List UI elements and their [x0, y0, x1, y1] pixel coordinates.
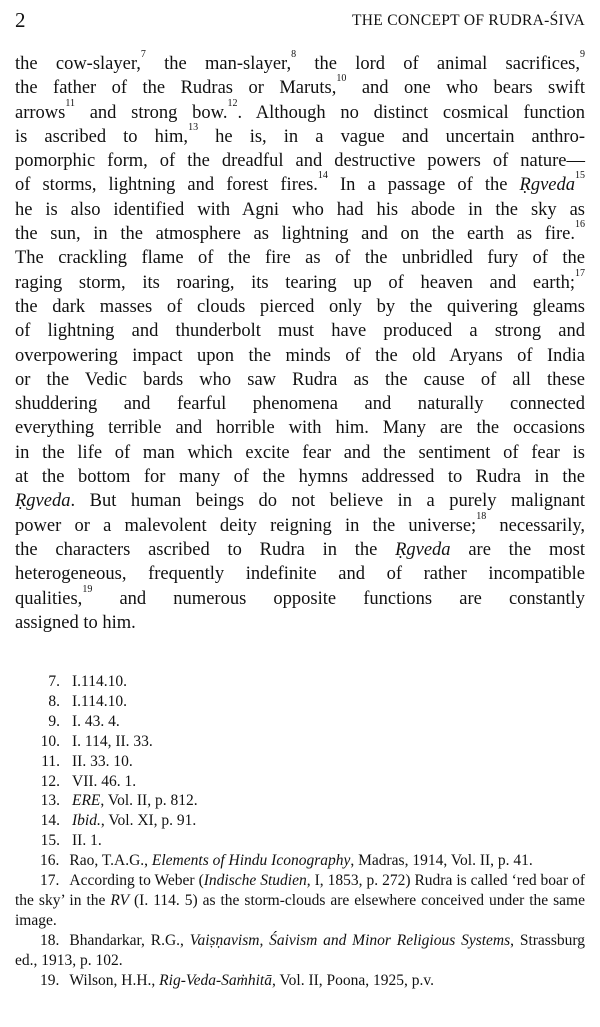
text-run: overpowering impact upon the minds of the old Aryans of India: [15, 345, 585, 366]
text-run: the father of the Rudras or Maruts,: [15, 78, 337, 99]
text-run: According to Weber (: [69, 872, 204, 890]
text-line: [15, 538, 585, 562]
footnote: [15, 672, 585, 692]
text-line: [15, 49, 586, 76]
text-run: Wilson, H.H.,: [69, 971, 160, 989]
text-run: and strong bow.: [74, 102, 228, 123]
text-run: power or a malevolent deity reigning in the universe;: [15, 515, 477, 536]
footnote-number: 15.: [40, 832, 60, 850]
text-line: [15, 246, 585, 270]
text-run: I. 114, II. 33.: [72, 732, 153, 750]
footnote-number: 17.: [40, 872, 60, 890]
text-run: the characters ascribed to Rudra in the: [15, 539, 396, 560]
running-title: THE CONCEPT OF RUDRA-ŚIVA: [352, 12, 585, 29]
text-run: I.114.10.: [72, 692, 127, 710]
text-line: [15, 583, 585, 611]
text-line: [15, 611, 585, 635]
text-run: , I, 1853, p. 272) Rudra is called ‘red boar of the sky’ in the: [15, 872, 585, 909]
italic-text: Rig-Veda-Saṁhitā: [159, 971, 272, 989]
text-line: [15, 344, 585, 368]
italic-text: RV: [110, 891, 130, 909]
text-run: assigned to him.: [15, 612, 136, 633]
footnote: [15, 871, 585, 931]
footnote-ref: 12: [227, 97, 238, 109]
footnote: [15, 931, 585, 971]
text-run: raging storm, its roaring, its tearing up of heaven and earth;: [15, 272, 575, 293]
footnote-ref: 13: [188, 121, 199, 133]
footnote-ref: 18: [476, 510, 487, 522]
text-run: (I. 114. 5) as the storm-clouds are elsewhere conceived under the same image.: [15, 891, 585, 929]
footnote-ref: 9: [580, 49, 586, 60]
text-line: [15, 319, 585, 343]
footnote-number: 19.: [40, 971, 60, 989]
text-line: [15, 149, 585, 173]
italic-text: Ṛgveda: [15, 491, 71, 512]
text-line: [15, 170, 586, 197]
text-run: and one who bears swift: [346, 78, 585, 99]
text-run: I.114.10.: [72, 673, 127, 690]
text-run: pomorphic form, of the dreadful and destructive powers of nature—: [15, 151, 585, 172]
text-line: [15, 465, 585, 489]
italic-text: Elements of Hindu Iconography: [151, 852, 351, 870]
footnote: [15, 712, 585, 732]
text-line: [15, 489, 585, 513]
footnote-number: 12.: [40, 772, 60, 790]
text-line: [15, 198, 585, 222]
text-line: [15, 267, 585, 295]
text-run: Rao, T.A.G.,: [69, 852, 152, 870]
footnote-number: 13.: [40, 792, 60, 810]
text-run: the dark masses of clouds pierced only by the quivering gleams: [15, 296, 585, 317]
text-line: [15, 392, 585, 416]
footnote-number: 18.: [40, 931, 60, 949]
footnote: [15, 971, 585, 991]
text-run: heterogeneous, frequently indefinite and of rather incompatible: [15, 564, 585, 585]
text-line: [15, 368, 585, 392]
footnote-ref: 11: [65, 97, 75, 109]
text-run: the cow-slayer,: [15, 54, 141, 74]
footnote-number: 11.: [41, 752, 60, 770]
footnote: [15, 752, 585, 772]
text-run: qualities,: [15, 588, 83, 609]
text-run: the lord of animal sacrifices,: [296, 54, 581, 74]
footnote: [15, 692, 585, 712]
text-line: [15, 295, 585, 319]
text-run: of storms, lightning and forest fires.: [15, 175, 318, 196]
text-run: the sun, in the atmosphere as lightning and on the earth as fire.: [15, 224, 575, 245]
text-line: [15, 441, 585, 465]
footnote: [15, 791, 585, 811]
text-line: [15, 97, 586, 125]
text-run: , Vol. XI, p. 91.: [100, 812, 197, 830]
footnote: [15, 831, 585, 851]
text-line: [15, 562, 585, 586]
page-number: 2: [15, 8, 26, 32]
italic-text: ERE: [72, 792, 101, 810]
text-line: [15, 73, 585, 100]
footnote: [15, 811, 585, 831]
text-run: necessarily,: [486, 515, 586, 536]
italic-text: Ibid.: [72, 812, 101, 830]
footnote: [15, 772, 585, 792]
text-run: II. 33. 10.: [72, 752, 133, 770]
footnote-number: 9.: [48, 712, 60, 730]
text-run: I. 43. 4.: [72, 712, 120, 730]
italic-text: Ṛgveda: [395, 539, 451, 560]
footnote-ref: 19: [82, 583, 93, 595]
text-line: [15, 121, 585, 149]
text-run: and numerous opposite functions are constantly: [92, 588, 585, 609]
text-run: . But human beings do not believe in a purely malignant: [70, 491, 585, 512]
footnote-number: 16.: [40, 852, 60, 870]
body-text: [15, 49, 586, 635]
footnote-number: 10.: [40, 732, 60, 750]
text-run: The crackling flame of the fire as of the unbridled fury of the: [15, 248, 585, 269]
footnote: [15, 851, 585, 871]
text-line: [15, 510, 586, 538]
text-run: , Madras, 1914, Vol. II, p. 41.: [350, 852, 533, 870]
footnote-ref: 16: [575, 219, 585, 231]
footnote: [15, 732, 585, 752]
text-run: VII. 46. 1.: [72, 772, 137, 790]
text-run: at the bottom for many of the hymns addressed to Rudra in the: [15, 467, 585, 488]
text-run: Bhandarkar, R.G.,: [69, 931, 190, 949]
text-run: or the Vedic bards who saw Rudra as the cause of all these: [15, 369, 585, 390]
text-run: . Although no distinct cosmical function: [237, 102, 586, 123]
text-run: in the life of man which excite fear and the sentiment of fear is: [15, 442, 585, 463]
footnotes: [15, 672, 585, 991]
italic-text: Ṛgveda: [519, 175, 576, 196]
text-line: [15, 416, 585, 440]
footnote-ref: 7: [140, 49, 146, 60]
footnote-number: 14.: [40, 812, 60, 830]
footnote-ref: 10: [336, 73, 347, 85]
text-run: , Strassburg ed., 1913, p. 102.: [15, 931, 585, 969]
text-run: shuddering and fearful phenomena and naturally connected: [15, 394, 585, 415]
text-run: In a passage of the: [327, 175, 520, 196]
text-run: is ascribed to him,: [15, 126, 189, 147]
text-run: the man-slayer,: [145, 54, 292, 74]
text-run: everything terrible and horrible with him. Many are the occasions: [15, 418, 585, 439]
text-run: he is, in a vague and uncertain anthro-: [198, 126, 585, 147]
text-run: he is also identified with Agni who had his abode in the sky as: [15, 199, 585, 220]
footnote-ref: 15: [575, 170, 586, 182]
footnote-number: 8.: [48, 692, 60, 710]
footnote-number: 7.: [48, 673, 60, 690]
text-run: of lightning and thunderbolt must have produced a strong and: [15, 321, 585, 342]
text-run: II. 1.: [72, 832, 102, 850]
italic-text: Vaiṣṇavism, Śaivism and Minor Religious Systems: [189, 931, 511, 949]
page-header: [15, 6, 585, 36]
text-run: , Vol. II, p. 812.: [100, 792, 198, 810]
italic-text: Indische Studien: [203, 872, 307, 890]
footnote-ref: 14: [317, 170, 328, 182]
footnote-ref: 17: [575, 267, 585, 279]
text-line: [15, 219, 585, 246]
footnote-ref: 8: [291, 49, 297, 60]
text-run: are the most: [450, 539, 585, 560]
text-run: , Vol. II, Poona, 1925, p.v.: [271, 971, 435, 989]
text-run: arrows: [15, 102, 66, 123]
